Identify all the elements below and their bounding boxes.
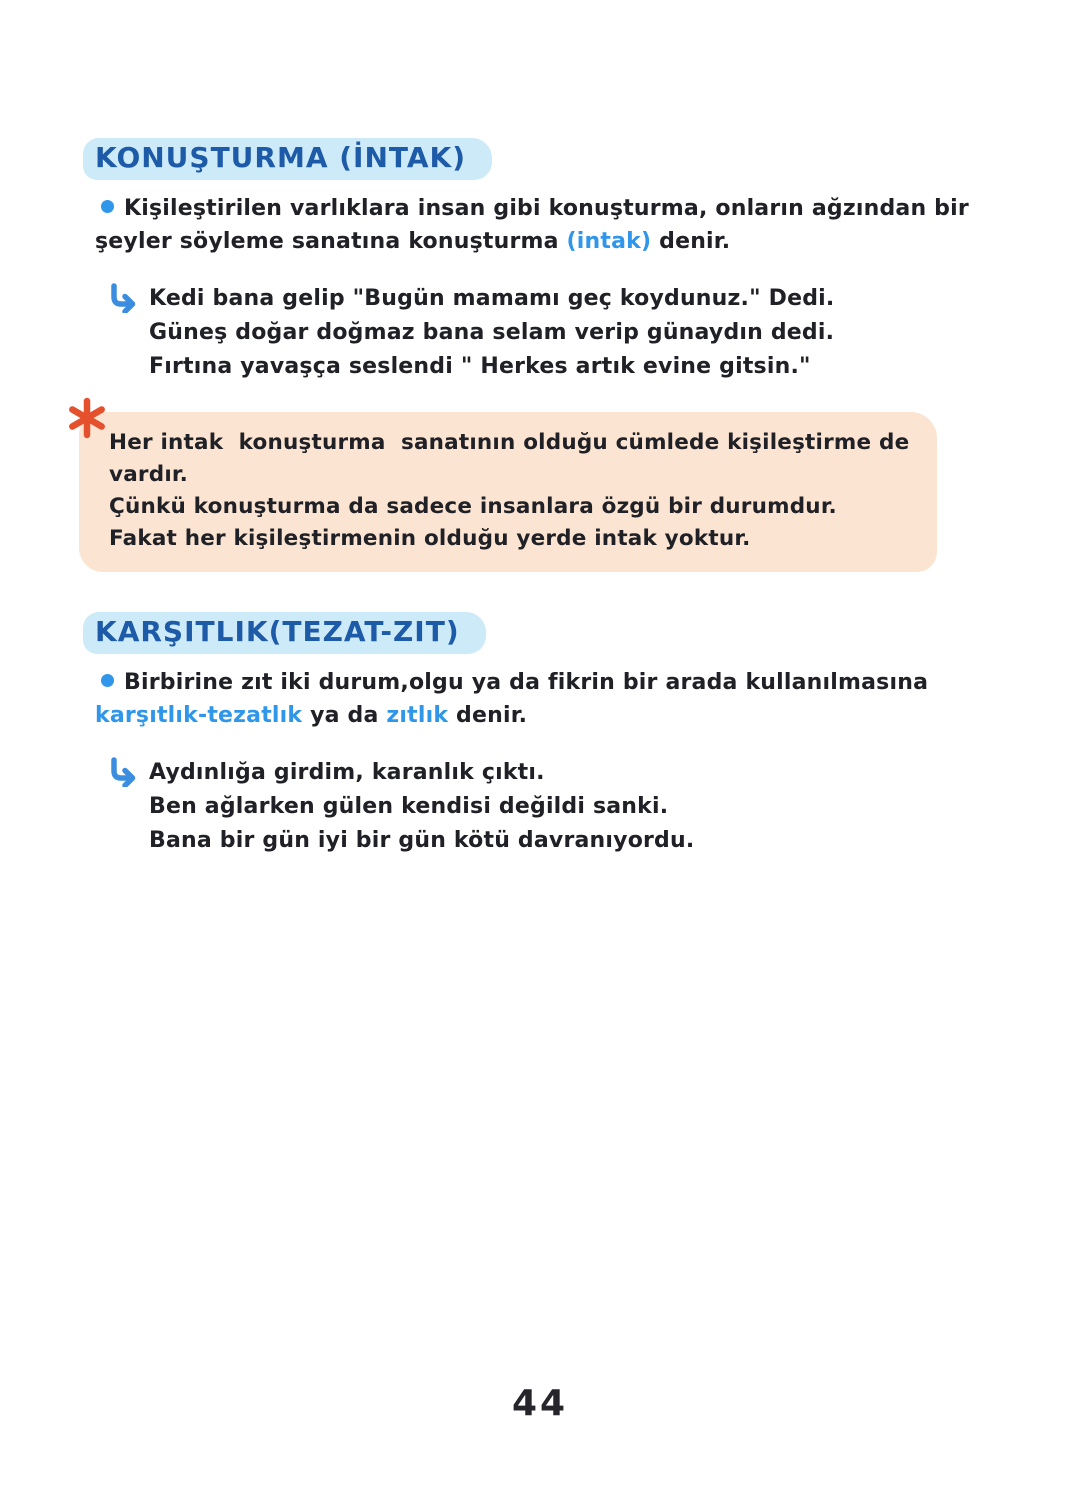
note-line: Fakat her kişileştirmenin olduğu yerde intak yoktur. — [109, 526, 751, 551]
section-title-highlight — [83, 138, 985, 180]
note-box — [79, 412, 937, 572]
example-line: Bana bir gün iyi bir gün kötü davranıyordu. — [149, 828, 695, 853]
section-title: KONUŞTURMA (İNTAK) — [83, 138, 492, 180]
definition-text-end: denir. — [651, 229, 731, 254]
arrow-hook-icon — [107, 283, 139, 324]
term-intak: (intak) — [566, 229, 652, 254]
example-line: Ben ağlarken gülen kendisi değildi sanki. — [149, 794, 669, 819]
examples-block — [107, 282, 985, 384]
term-karsitlik-tezatlik: karşıtlık-tezatlık — [95, 703, 303, 728]
section-title-highlight — [83, 612, 985, 654]
arrow-hook-icon — [107, 757, 139, 798]
note-line: Her intak konuşturma sanatının olduğu cümlede kişileştirme de vardır. — [109, 430, 918, 487]
page-number: 44 — [511, 1383, 569, 1424]
section-karsitlik — [95, 612, 985, 858]
example-line: Kedi bana gelip "Bugün mamamı geç koydunuz." Dedi. — [149, 286, 835, 311]
example-line: Güneş doğar doğmaz bana selam verip günaydın dedi. — [149, 320, 835, 345]
term-zitlik: zıtlık — [386, 703, 449, 728]
asterisk-icon — [65, 396, 109, 450]
definition-text: Birbirine zıt iki durum,olgu ya da fikrin bir arada kullanılmasına — [124, 670, 936, 695]
page-content — [95, 138, 985, 858]
examples-block — [107, 756, 985, 858]
definition-text-end: denir. — [448, 703, 528, 728]
definition-paragraph — [95, 192, 975, 258]
bullet-dot-icon — [101, 200, 114, 213]
definition-text: Kişileştirilen varlıklara insan gibi konuşturma, onların ağzından bir şeyler söyleme sanatına konuşturma — [95, 196, 977, 254]
bullet-dot-icon — [101, 674, 114, 687]
definition-text-mid: ya da — [302, 703, 387, 728]
note-line: Çünkü konuşturma da sadece insanlara özgü bir durumdur. — [109, 494, 837, 519]
section-konusturma-intak — [95, 138, 985, 572]
example-line: Aydınlığa girdim, karanlık çıktı. — [149, 760, 545, 785]
example-line: Fırtına yavaşça seslendi " Herkes artık evine gitsin." — [149, 354, 811, 379]
section-title: KARŞITLIK(TEZAT-ZIT) — [83, 612, 486, 654]
definition-paragraph — [95, 666, 975, 732]
